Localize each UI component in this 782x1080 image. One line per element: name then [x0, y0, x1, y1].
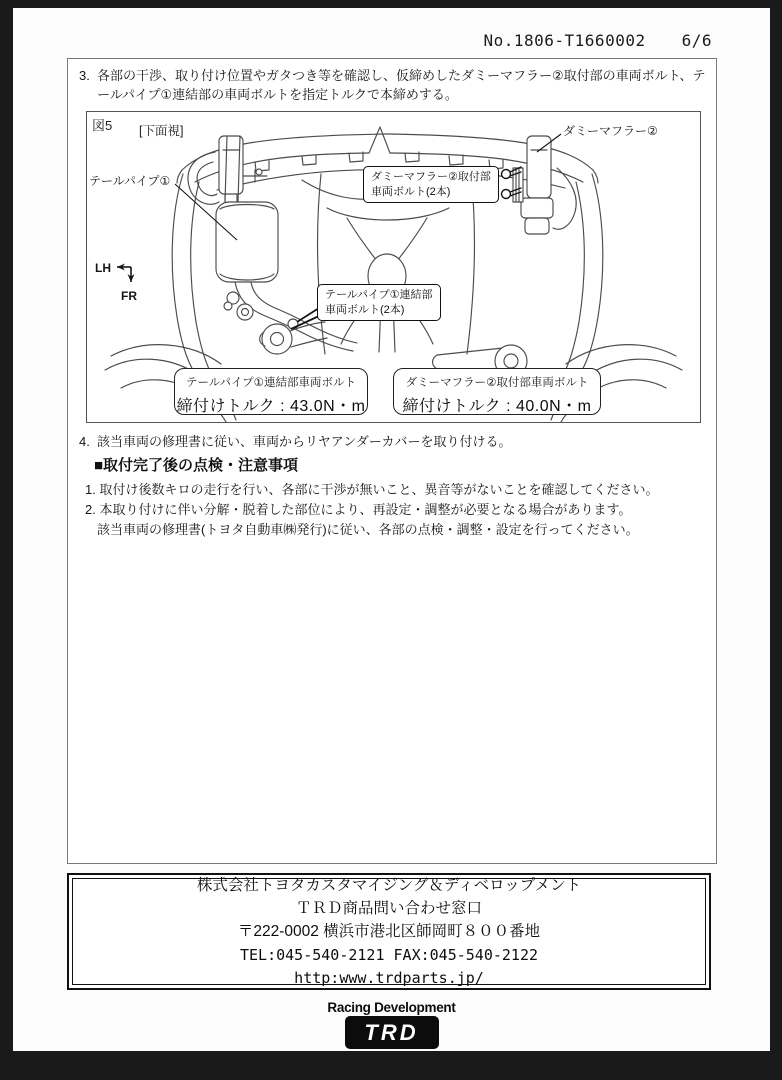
step-3-text: 各部の干渉、取り付け位置やガタつき等を確認し、仮締めしたダミーマフラー②取付部の車両ボルト、テールパイプ①連結部の車両ボルトを指定トルクで本締めする。: [97, 68, 706, 102]
step-3-number: 3.: [79, 68, 90, 83]
document-header: [483, 31, 712, 50]
torque-tailpipe-value: 締付けトルク : 43.0N・m: [176, 398, 366, 415]
note-item-2-line1: 2. 本取り付けに伴い分解・脱着した部位により、再設定・調整が必要となる場合があります。: [85, 502, 632, 517]
orientation-compass-icon: [93, 258, 145, 306]
page-indicator: 6/6: [681, 31, 712, 50]
company-info-box: [67, 873, 711, 990]
company-info-inner: [72, 878, 706, 985]
figure-5: [86, 111, 701, 423]
tailpipe-label: テールパイプ①: [89, 174, 171, 188]
note-item-1: 1. 取付け後数キロの走行を行い、各部に干渉が無いこと、異音等がないことを確認してください。: [85, 482, 659, 497]
callout-tail-line1: テールパイプ①連結部: [325, 289, 433, 301]
note-item-2-line2: 該当車両の修理書(トヨタ自動車㈱発行)に従い、各部の点検・調整・設定を行ってください。: [97, 522, 639, 537]
torque-dummy-title: ダミーマフラー②取付部車両ボルト: [405, 377, 589, 389]
step-3: [79, 66, 711, 104]
step-4-text: 該当車両の修理書に従い、車両からリヤアンダーカバーを取り付ける。: [97, 434, 512, 449]
callout-tail-line2: 車両ボルト(2本): [325, 304, 405, 316]
callout-tailpipe-bolts: [317, 284, 441, 321]
company-address: 〒222-0002 横浜市港北区師岡町８００番地: [237, 922, 541, 940]
figure-number-label: 図5: [92, 118, 113, 133]
tel-fax: TEL:045-540-2121 FAX:045-540-2122: [239, 945, 538, 964]
trd-logo-text: TRD: [364, 1019, 419, 1045]
website-url: http:www.trdparts.jp/: [294, 968, 484, 987]
document-page: [13, 8, 770, 1051]
view-direction-label: [下面視]: [139, 124, 184, 138]
callout-dummy-line2: 車両ボルト(2本): [371, 186, 451, 198]
callout-dummy-line1: ダミーマフラー②取付部: [371, 171, 491, 183]
compass-fr-label: FR: [121, 289, 137, 303]
contact-window: ＴＲＤ商品問い合わせ窓口: [295, 899, 482, 917]
trd-logo: [13, 1000, 770, 1049]
compass-lh-label: LH: [95, 261, 111, 275]
doc-number: No.1806-T1660002: [483, 31, 646, 50]
dummy-muffler-label: ダミーマフラー②: [563, 124, 658, 138]
callout-dummy-muffler-bolts: [363, 166, 499, 203]
torque-box-tailpipe: [174, 368, 368, 415]
step-4: [79, 432, 711, 451]
company-name: 株式会社トヨタカスタマイジング＆ディベロップメント: [196, 876, 582, 894]
trd-logo-box: [345, 1016, 439, 1049]
racing-development-text: Racing Development: [327, 1000, 456, 1015]
torque-box-dummy-muffler: [393, 368, 601, 415]
step-4-number: 4.: [79, 434, 90, 449]
instruction-content-box: [67, 58, 717, 864]
post-install-heading: ■取付完了後の点検・注意事項: [94, 457, 299, 474]
torque-dummy-value: 締付けトルク : 40.0N・m: [402, 398, 592, 415]
torque-tailpipe-title: テールパイプ①連結部車両ボルト: [186, 377, 356, 389]
